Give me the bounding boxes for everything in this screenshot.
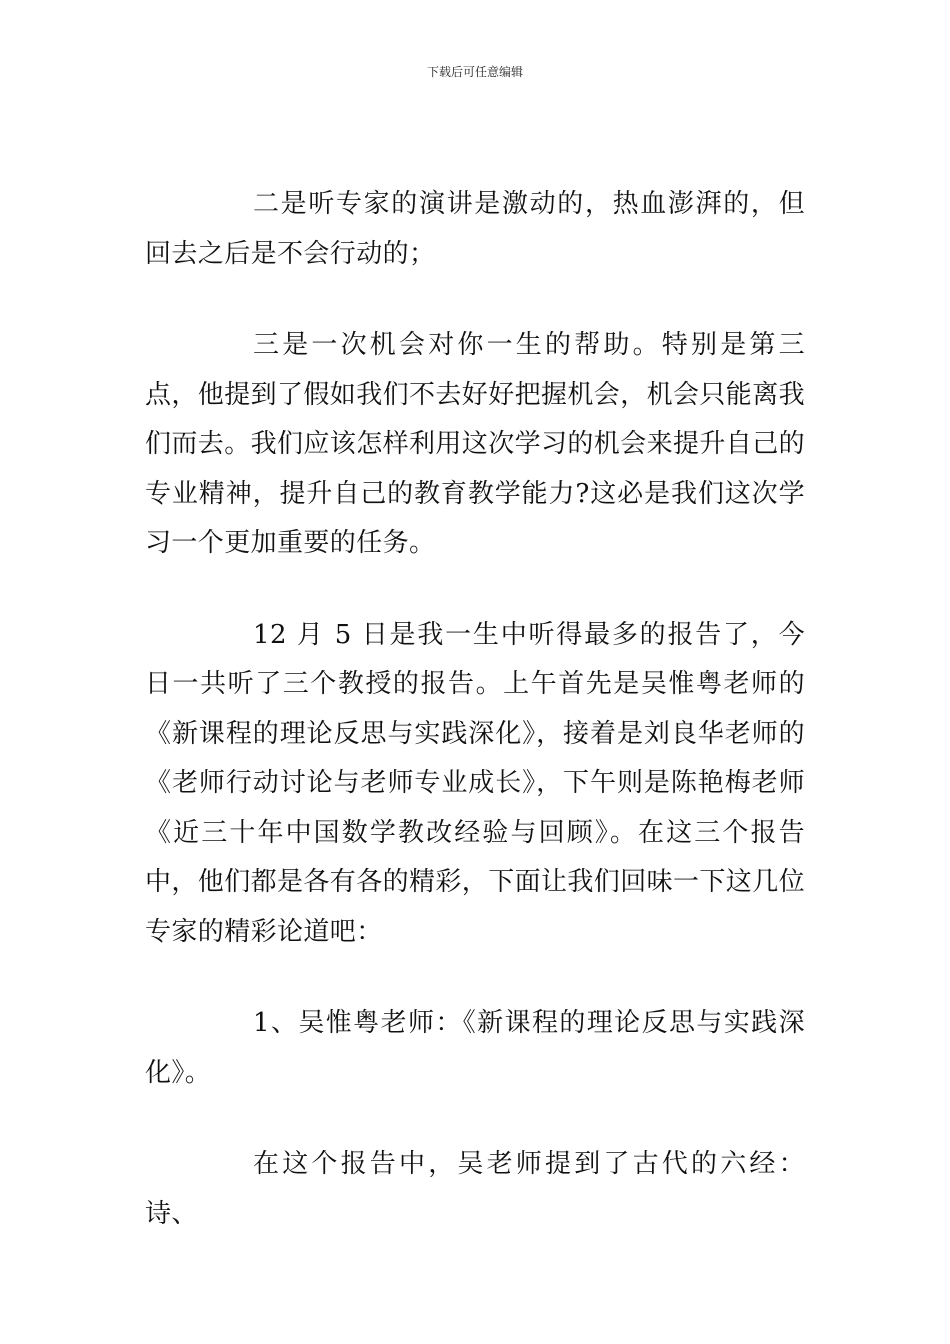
- paragraph: 三是一次机会对你一生的帮助。特别是第三点，他提到了假如我们不去好好把握机会，机会只能离我们而去。我们应该怎样利用这次学习的机会来提升自己的专业精神，提升自己的教育教学能力?这必是我们这次学习一个更加重要的任务。: [145, 330, 806, 558]
- page-header: 下载后可任意编辑: [426, 65, 523, 79]
- paragraph: 二是听专家的演讲是激动的，热血澎湃的，但回去之后是不会行动的；: [145, 189, 805, 269]
- document-body: [145, 180, 805, 1239]
- paragraph: 在这个报告中，吴老师提到了古代的六经：诗、: [145, 1149, 805, 1229]
- paragraph: 1、吴惟粤老师：《新课程的理论反思与实践深化》。: [145, 1008, 805, 1088]
- paragraph: 12 月 5 日是我一生中听得最多的报告了，今日一共听了三个教授的报告。上午首先是吴惟粤老师的《新课程的理论反思与实践深化》，接着是刘良华老师的《老师行动讨论与老师专业成长》，下午则是陈艳梅老师《近三十年中国数学教改经验与回顾》。在这三个报告中，他们都是各有各的精彩，下面让我们回味一下这几位专家的精彩论道吧：: [145, 619, 806, 947]
